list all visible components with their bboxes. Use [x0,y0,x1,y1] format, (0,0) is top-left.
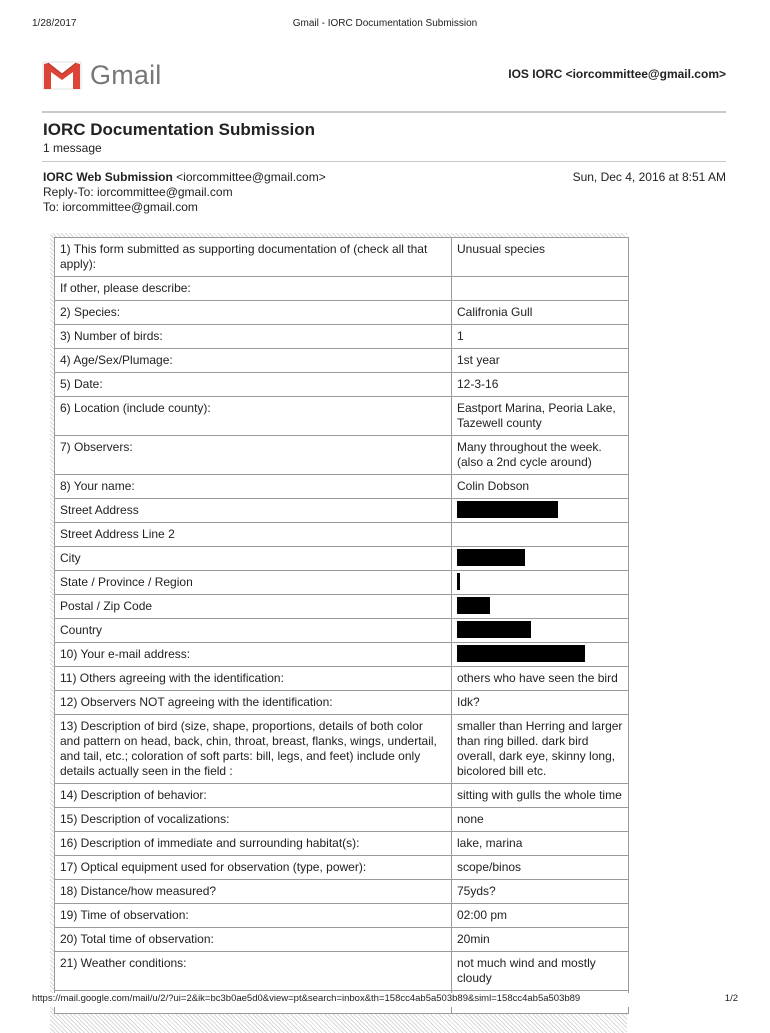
thread-subject: IORC Documentation Submission [43,120,316,139]
table-row [55,904,629,928]
form-question: Street Address Line 2 [55,523,452,547]
form-question: 6) Location (include county): [55,397,452,436]
form-question: 17) Optical equipment used for observation (type, power): [55,856,452,880]
form-question: 13) Description of bird (size, shape, proportions, details of both color and pattern on head, back, chin, throat, breast, flanks, wings, undertail, and tail, etc.; coloration of soft parts: bill, legs, and feet) include only details actually seen in the field : [55,715,452,784]
form-question: 8) Your name: [55,475,452,499]
form-answer: none [452,808,629,832]
table-row [55,832,629,856]
table-row [55,784,629,808]
gmail-envelope-icon [42,60,82,90]
form-question: 1) This form submitted as supporting documentation of (check all that apply): [55,238,452,277]
table-row [55,523,629,547]
table-row [55,571,629,595]
form-question: 10) Your e-mail address: [55,643,452,667]
table-row [55,325,629,349]
form-answer: 20min [452,928,629,952]
sender-email: <iorcommittee@gmail.com> [176,170,326,184]
form-answer: smaller than Herring and larger than ring billed. dark bird overall, dark eye, skinny long, bicolored bill etc. [452,715,629,784]
form-question: 11) Others agreeing with the identification: [55,667,452,691]
form-answer: sitting with gulls the whole time [452,784,629,808]
table-row [55,856,629,880]
gmail-logo [42,58,162,92]
form-question: 5) Date: [55,373,452,397]
form-answer: Idk? [452,691,629,715]
form-question: 14) Description of behavior: [55,784,452,808]
message-from [43,170,326,185]
form-question: 3) Number of birds: [55,325,452,349]
submission-form-table [54,237,629,1014]
form-question: 2) Species: [55,301,452,325]
table-row [55,619,629,643]
table-row [55,373,629,397]
table-row [55,880,629,904]
header-divider [42,111,726,113]
table-row [55,349,629,373]
redaction-bar [457,501,558,518]
form-question: 7) Observers: [55,436,452,475]
form-question: 21) Weather conditions: [55,952,452,991]
form-answer [452,619,629,643]
form-answer: 1 [452,325,629,349]
form-answer: not much wind and mostly cloudy [452,952,629,991]
redaction-bar [457,621,531,638]
form-answer: 75yds? [452,880,629,904]
form-answer: 12-3-16 [452,373,629,397]
message-date: Sun, Dec 4, 2016 at 8:51 AM [572,170,726,184]
form-answer: scope/binos [452,856,629,880]
redaction-bar [457,597,490,614]
message-to: To: iorcommittee@gmail.com [43,200,198,214]
form-answer: Eastport Marina, Peoria Lake, Tazewell county [452,397,629,436]
table-row [55,667,629,691]
form-question: 19) Time of observation: [55,904,452,928]
table-row [55,301,629,325]
form-answer [452,277,629,301]
table-row [55,595,629,619]
table-row [55,547,629,571]
page-number: 1/2 [724,993,738,1004]
form-answer: Colin Dobson [452,475,629,499]
table-row [55,928,629,952]
print-footer [32,993,738,1007]
form-question: 15) Description of vocalizations: [55,808,452,832]
redaction-bar [457,573,460,590]
table-row [55,397,629,436]
form-answer [452,571,629,595]
table-row [55,715,629,784]
form-answer: Many throughout the week. (also a 2nd cycle around) [452,436,629,475]
sender-name: IORC Web Submission [43,170,173,184]
message-meta [43,170,326,215]
form-question: 20) Total time of observation: [55,928,452,952]
form-answer: lake, marina [452,832,629,856]
form-answer [452,499,629,523]
table-row [55,499,629,523]
form-question: If other, please describe: [55,277,452,301]
table-row [55,952,629,991]
form-question: Street Address [55,499,452,523]
form-question: 4) Age/Sex/Plumage: [55,349,452,373]
print-header [32,18,738,32]
table-row [55,277,629,301]
form-question: 18) Distance/how measured? [55,880,452,904]
form-answer [452,643,629,667]
form-answer: 1st year [452,349,629,373]
form-answer: others who have seen the bird [452,667,629,691]
print-url: https://mail.google.com/mail/u/2/?ui=2&ik=bc3b0ae5d0&view=pt&search=inbox&th=158cc4ab5a503b89&siml=158cc4ab5a503b89 [32,993,581,1004]
table-row [55,436,629,475]
table-row [55,808,629,832]
form-question: 16) Description of immediate and surrounding habitat(s): [55,832,452,856]
form-question: Postal / Zip Code [55,595,452,619]
print-title: Gmail - IORC Documentation Submission [292,18,478,29]
form-question: 12) Observers NOT agreeing with the identification: [55,691,452,715]
subject-divider [42,161,726,162]
table-row [55,691,629,715]
form-question: City [55,547,452,571]
table-row [55,238,629,277]
form-answer: 02:00 pm [452,904,629,928]
form-answer [452,547,629,571]
account-email: IOS IORC <iorcommittee@gmail.com> [508,67,726,81]
redaction-bar [457,645,585,662]
gmail-wordmark: Gmail [90,59,162,90]
reply-to: Reply-To: iorcommittee@gmail.com [43,185,233,199]
form-answer: Unusual species [452,238,629,277]
form-question: State / Province / Region [55,571,452,595]
form-question: Country [55,619,452,643]
table-row [55,475,629,499]
form-answer [452,595,629,619]
table-row [55,643,629,667]
form-answer: Califronia Gull [452,301,629,325]
redaction-bar [457,549,525,566]
message-count: 1 message [43,141,102,155]
form-answer [452,523,629,547]
print-date: 1/28/2017 [32,18,77,29]
